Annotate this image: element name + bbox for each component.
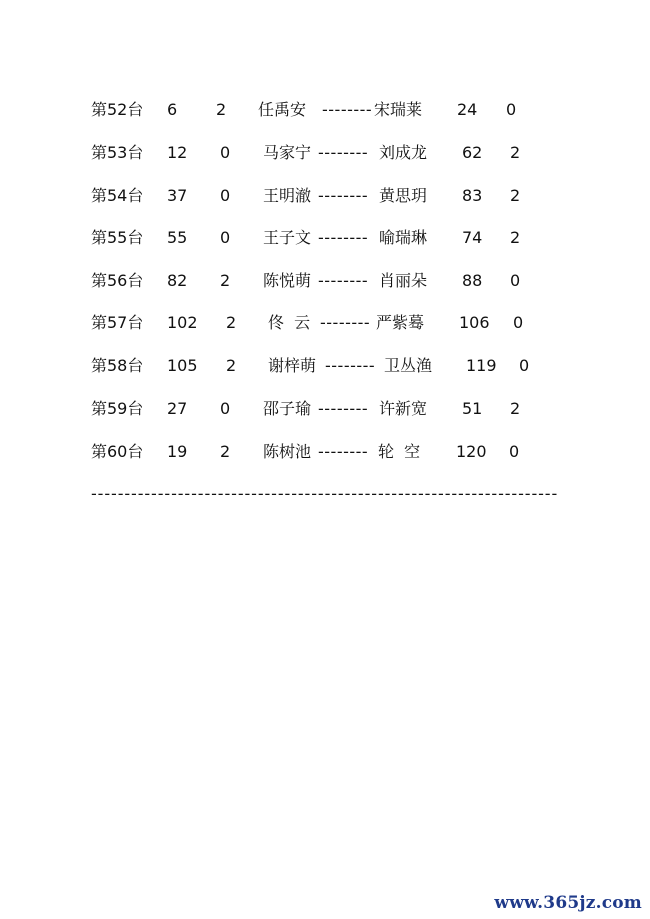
player-left: 马家宁	[263, 143, 312, 162]
score-right: 0	[510, 271, 521, 290]
table-number: 第55台	[91, 228, 144, 247]
table-row	[0, 98, 650, 122]
seed-left: 27	[167, 399, 188, 418]
table-number: 第56台	[91, 271, 144, 290]
player-left: 任禹安	[258, 100, 307, 119]
score-right: 0	[509, 442, 520, 461]
score-right: 0	[513, 313, 524, 332]
table-row	[0, 184, 650, 208]
table-number: 第60台	[91, 442, 144, 461]
score-left: 0	[220, 186, 231, 205]
site-watermark: www.365jz.com	[494, 893, 642, 913]
player-right: 轮 空	[378, 442, 421, 461]
player-left: 邵子瑜	[263, 399, 312, 418]
table-number: 第59台	[91, 399, 144, 418]
versus-dashes: --------	[318, 228, 369, 247]
table-row	[0, 397, 650, 421]
score-left: 2	[226, 356, 237, 375]
score-left: 0	[220, 143, 231, 162]
section-divider: ----------------------------------------------------------------------	[91, 484, 559, 503]
table-row	[0, 226, 650, 250]
table-row	[0, 269, 650, 293]
score-right: 0	[519, 356, 530, 375]
player-right: 喻瑞琳	[379, 228, 428, 247]
seed-right: 106	[459, 313, 490, 332]
score-right: 2	[510, 399, 521, 418]
table-number: 第54台	[91, 186, 144, 205]
versus-dashes: --------	[325, 356, 376, 375]
player-right: 肖丽朵	[379, 271, 428, 290]
seed-left: 37	[167, 186, 188, 205]
score-left: 0	[220, 399, 231, 418]
player-right: 卫丛渔	[384, 356, 433, 375]
score-left: 2	[226, 313, 237, 332]
score-left: 2	[220, 271, 231, 290]
table-row	[0, 354, 650, 378]
table-row	[0, 141, 650, 165]
seed-right: 120	[456, 442, 487, 461]
score-right: 2	[510, 186, 521, 205]
score-right: 2	[510, 143, 521, 162]
versus-dashes: --------	[318, 143, 369, 162]
versus-dashes: --------	[320, 313, 371, 332]
versus-dashes: --------	[322, 100, 373, 119]
seed-left: 82	[167, 271, 188, 290]
player-left: 陈悦萌	[263, 271, 312, 290]
player-right: 严紫蓦	[376, 313, 425, 332]
player-left: 陈树池	[263, 442, 312, 461]
versus-dashes: --------	[318, 442, 369, 461]
table-number: 第52台	[91, 100, 144, 119]
seed-left: 102	[167, 313, 198, 332]
score-left: 0	[220, 228, 231, 247]
player-left: 王明澈	[263, 186, 312, 205]
seed-right: 83	[462, 186, 483, 205]
seed-right: 51	[462, 399, 483, 418]
score-right: 0	[506, 100, 517, 119]
versus-dashes: --------	[318, 399, 369, 418]
table-row	[0, 311, 650, 335]
seed-right: 119	[466, 356, 497, 375]
score-left: 2	[216, 100, 227, 119]
seed-left: 105	[167, 356, 198, 375]
seed-left: 6	[167, 100, 178, 119]
player-right: 宋瑞莱	[374, 100, 423, 119]
score-left: 2	[220, 442, 231, 461]
seed-left: 19	[167, 442, 188, 461]
player-right: 黄思玥	[379, 186, 428, 205]
player-right: 刘成龙	[379, 143, 428, 162]
seed-right: 24	[457, 100, 478, 119]
seed-left: 55	[167, 228, 188, 247]
seed-right: 88	[462, 271, 483, 290]
table-number: 第57台	[91, 313, 144, 332]
player-left: 佟 云	[268, 313, 311, 332]
player-left: 王子文	[263, 228, 312, 247]
player-right: 许新宽	[379, 399, 428, 418]
score-right: 2	[510, 228, 521, 247]
seed-right: 62	[462, 143, 483, 162]
table-number: 第53台	[91, 143, 144, 162]
table-row	[0, 440, 650, 464]
table-number: 第58台	[91, 356, 144, 375]
player-left: 谢梓萌	[268, 356, 317, 375]
seed-right: 74	[462, 228, 483, 247]
seed-left: 12	[167, 143, 188, 162]
versus-dashes: --------	[318, 186, 369, 205]
versus-dashes: --------	[318, 271, 369, 290]
